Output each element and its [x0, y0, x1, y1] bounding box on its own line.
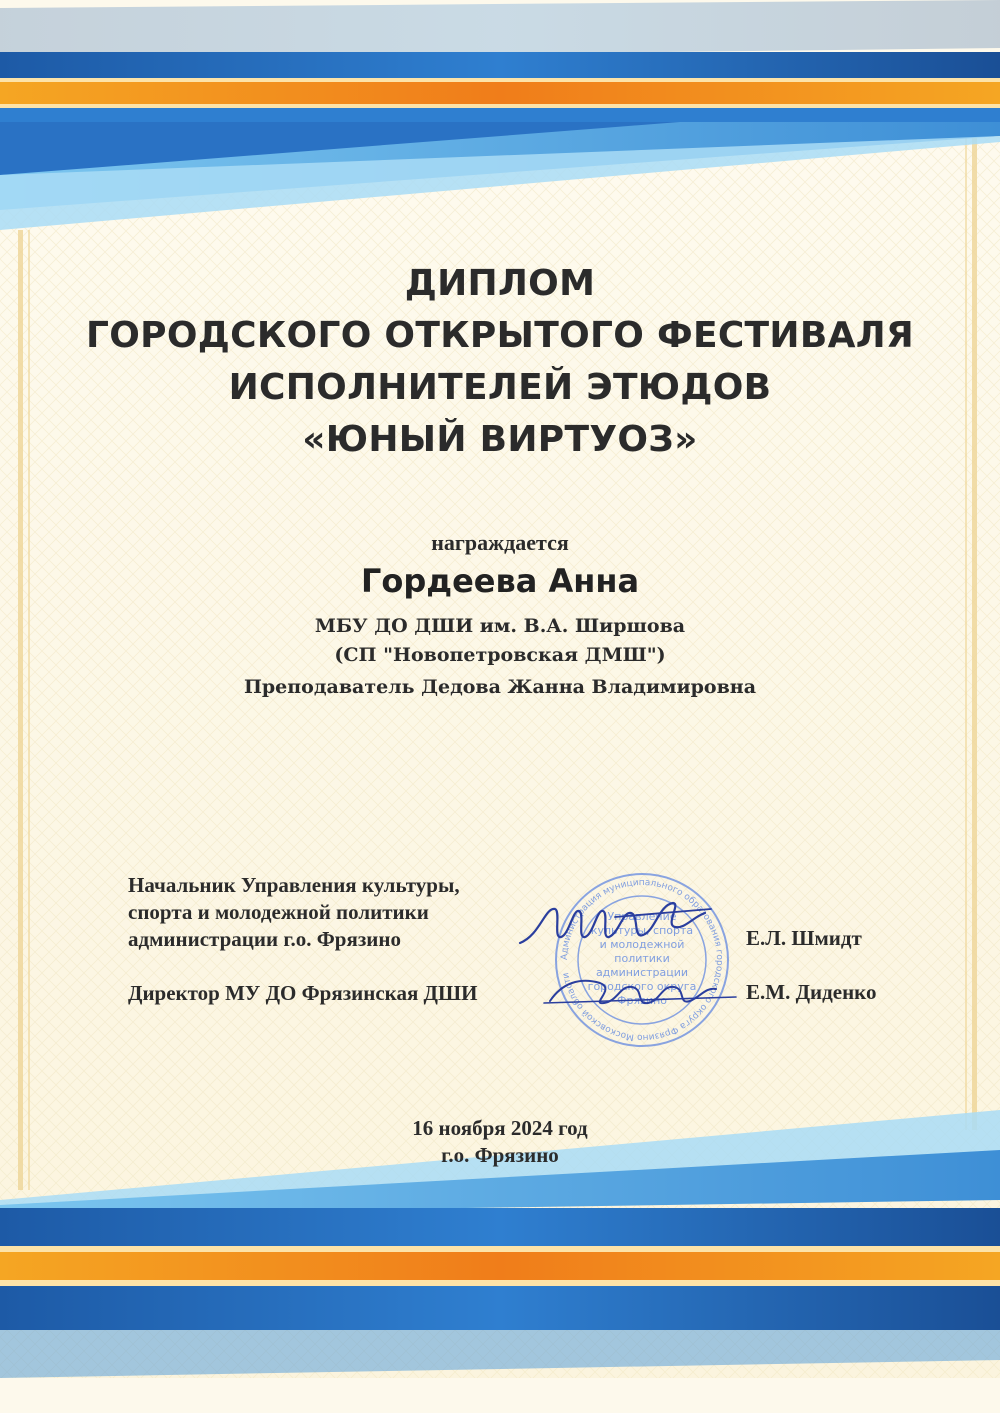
- stamp-center-line: Управление: [607, 910, 677, 923]
- signature-didenko: [540, 963, 740, 1018]
- stamp-center-line: городского округа: [587, 980, 697, 993]
- signature-shmidt: [515, 895, 715, 955]
- issue-footer: [0, 1115, 1000, 1169]
- issue-date: 16 ноября 2024 год: [412, 1116, 588, 1140]
- position-line: администрации г.о. Фрязино: [128, 927, 401, 951]
- issue-place: г.о. Фрязино: [441, 1143, 559, 1167]
- stamp-ring-text: Администрация муниципального образования городского округа Фрязино Московской области: [559, 877, 725, 1043]
- position-line: Директор МУ ДО Фрязинская ДШИ: [128, 981, 478, 1005]
- signatory-name-1: Е.Л. Шмидт: [746, 926, 862, 950]
- title-line: «ЮНЫЙ ВИРТУОЗ»: [302, 419, 698, 460]
- title-line: ДИПЛОМ: [404, 263, 596, 304]
- awarded-label: награждается: [431, 530, 569, 555]
- school-line: (СП "Новопетровская ДМШ"): [334, 644, 666, 666]
- signatory-name-2: Е.М. Диденко: [746, 980, 877, 1004]
- title-line: ИСПОЛНИТЕЛЕЙ ЭТЮДОВ: [228, 367, 772, 408]
- stamp-center-line: Фрязино: [617, 994, 667, 1007]
- stamp-center-line: и молодежной: [599, 938, 685, 951]
- signatory-position-2: [128, 980, 477, 1007]
- stamp-center-line: политики: [614, 952, 670, 965]
- title-line: ГОРОДСКОГО ОТКРЫТОГО ФЕСТИВАЛЯ: [86, 315, 914, 356]
- school-line: МБУ ДО ДШИ им. В.А. Ширшова: [314, 615, 686, 637]
- position-line: спорта и молодежной политики: [128, 900, 429, 924]
- recipient-name: Гордеева Анна: [360, 562, 640, 600]
- diploma-title: [0, 258, 1000, 466]
- stamp-center-line: культуры, спорта: [590, 924, 694, 937]
- teacher-name: Преподаватель Дедова Жанна Владимировна: [243, 676, 757, 698]
- school-name: [0, 612, 1000, 670]
- position-line: Начальник Управления культуры,: [128, 873, 460, 897]
- stamp-center-line: администрации: [595, 966, 689, 979]
- signatory-position-1: [128, 872, 460, 953]
